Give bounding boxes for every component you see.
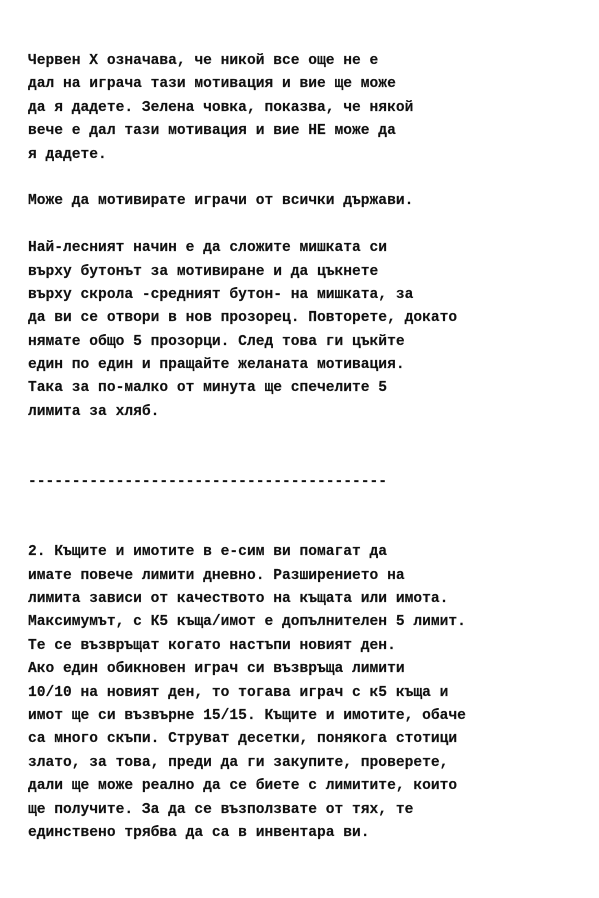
text-line: ще получите. За да се възползвате от тях, те [28,801,414,818]
paragraph-spacer [28,167,594,190]
text-line: злато, за това, преди да ги закупите, проверете, [28,754,449,771]
text-line: 10/10 на новият ден, то тогава играч с к5 къща и [28,684,449,701]
paragraph-spacer [28,494,594,517]
text-line: единствено трябва да са в инвентара ви. [28,824,370,841]
text-line: Те се възвръщат когато настъпи новият ден. [28,637,396,654]
document-body [28,50,594,845]
paragraph-all-countries [28,190,594,213]
text-line: върху скрола -средният бутон- на мишката, за [28,286,414,303]
text-line: дали ще може реално да се биете с лимитите, които [28,778,458,795]
text-line: дал на играча тази мотивация и вие ще може [28,76,396,93]
text-line: 2. Къщите и имотите в е-сим ви помагат да [28,544,388,561]
text-line: Максимумът, с К5 къща/имот е допълнителен 5 лимит. [28,614,466,631]
text-line: имот ще си възвърне 15/15. Къщите и имотите, обаче [28,707,466,724]
text-line: Най-лесният начин е да сложите мишката си [28,240,388,257]
paragraph-spacer [28,518,594,541]
text-line: нямате общо 5 прозорци. След това ги цъкйте [28,333,405,350]
divider-line: ----------------------------------------- [28,474,388,491]
paragraph-spacer [28,214,594,237]
text-line: лимита зависи от качеството на къщата или имота. [28,590,449,607]
section-divider [28,471,594,494]
text-line: да ви се отвори в нов прозорец. Повторете, докато [28,310,458,327]
text-line: върху бутонът за мотивиране и да цъкнете [28,263,379,280]
text-line: Така за по-малко от минута ще спечелите 5 [28,380,388,397]
text-line: вече е дал тази мотивация и вие НЕ може да [28,123,396,140]
text-line: Червен X означава, че никой все още не е [28,53,379,69]
text-line: да я дадете. Зелена човка, показва, че някой [28,99,414,116]
paragraph-spacer [28,424,594,447]
paragraph-houses-and-estates [28,541,594,845]
text-line: са много скъпи. Струват десетки, понякога стотици [28,731,458,748]
paragraph-easiest-way [28,237,594,424]
paragraph-motivation-icons [28,50,594,167]
text-line: имате повече лимити дневно. Разширението на [28,567,405,584]
text-line: един по един и пращайте желаната мотивация. [28,357,405,374]
text-line: лимита за хляб. [28,403,160,420]
text-line: Ако един обикновен играч си възвръща лимити [28,661,405,678]
paragraph-spacer [28,448,594,471]
text-line: я дадете. [28,146,107,163]
text-line: Може да мотивирате играчи от всички държави. [28,193,414,210]
